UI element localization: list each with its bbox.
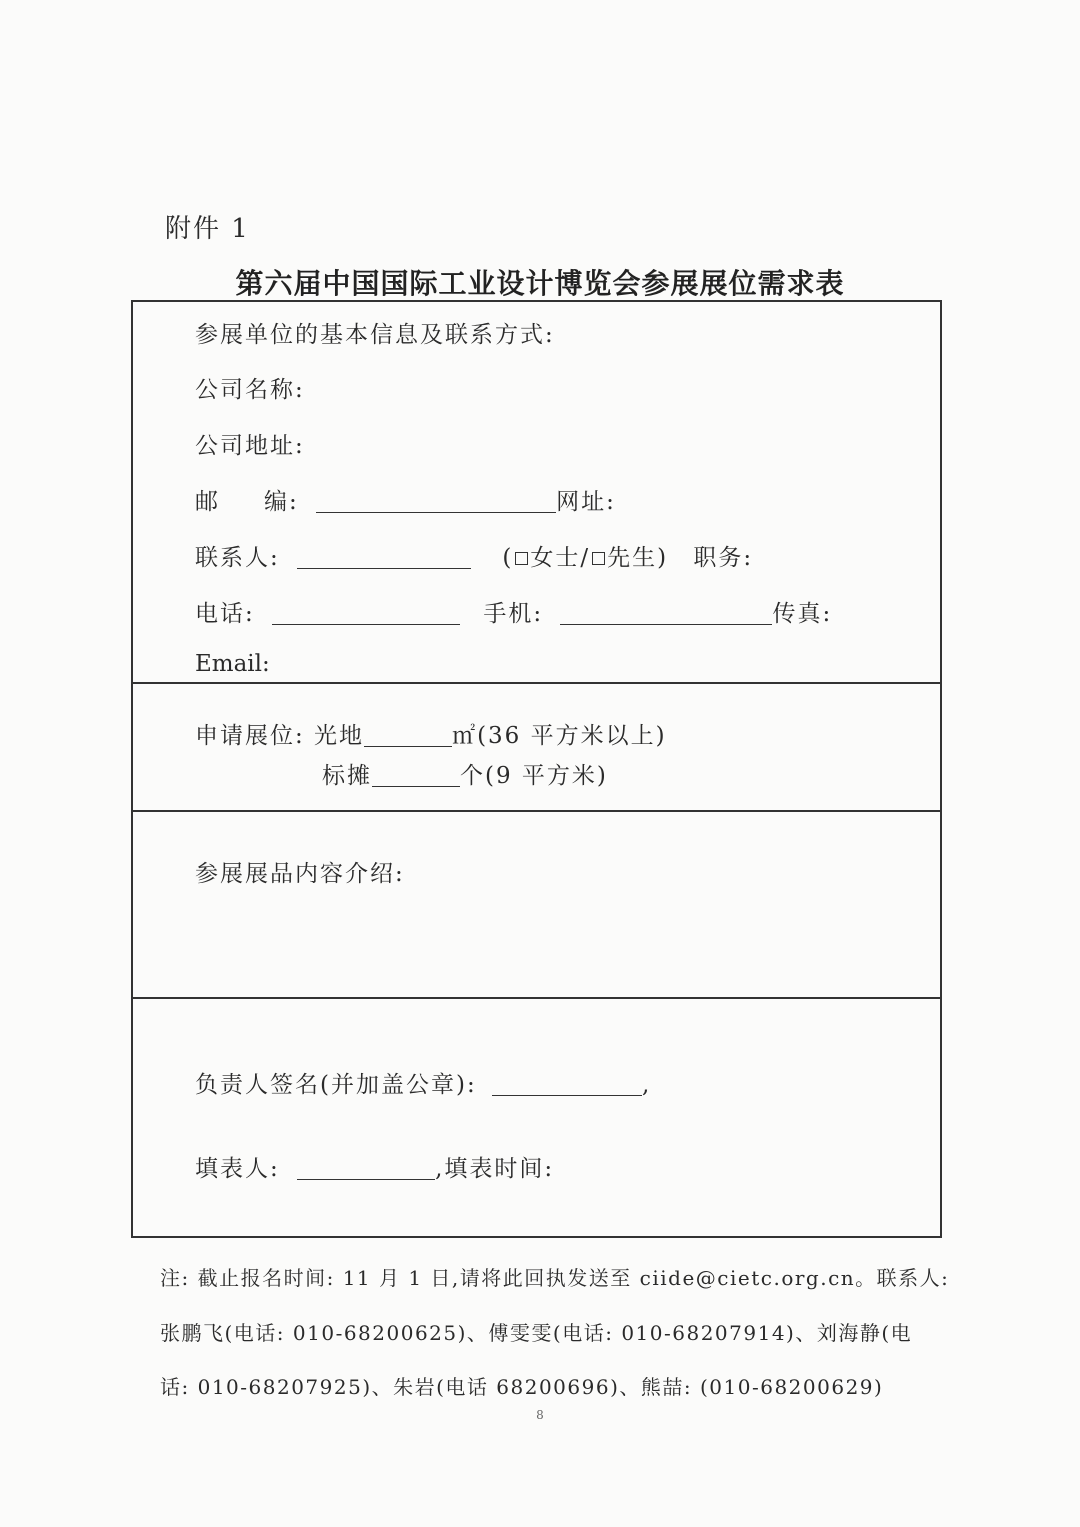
standard-booth-label: 标摊 xyxy=(322,763,372,789)
standard-booth-row xyxy=(322,757,608,790)
count-unit: 个 xyxy=(460,763,485,789)
signature-field[interactable] xyxy=(492,1071,642,1096)
mobile-field[interactable] xyxy=(560,600,772,625)
postcode-label-a: 邮 xyxy=(195,489,220,515)
fax-label: 传真: xyxy=(772,601,833,627)
company-name-label: 公司名称: xyxy=(195,377,305,403)
phone-field[interactable] xyxy=(272,600,460,625)
contact-row xyxy=(195,539,753,572)
exhibits-label: 参展展品内容介绍: xyxy=(195,861,405,887)
female-checkbox[interactable] xyxy=(515,552,528,565)
website-label: 网址: xyxy=(556,489,616,515)
gender-open: ( xyxy=(502,545,514,571)
filler-row xyxy=(195,1150,554,1183)
gender-close: ) xyxy=(657,545,669,571)
standard-booth-note: (9 平方米) xyxy=(485,763,608,789)
raw-space-field[interactable] xyxy=(364,722,452,747)
raw-space-row xyxy=(195,717,667,750)
note-line-3: 话: 010-68207925)、朱岩(电话 68200696)、熊喆: (010-68200629) xyxy=(160,1375,884,1399)
gender-female: 女士/ xyxy=(530,545,591,571)
booth-label: 申请展位: 光地 xyxy=(195,723,365,749)
signature-section xyxy=(131,999,942,1238)
contact-label: 联系人: xyxy=(195,545,280,571)
position-label: 职务: xyxy=(693,545,754,571)
company-address-label: 公司地址: xyxy=(195,433,305,459)
standard-booth-field[interactable] xyxy=(372,762,460,787)
postcode-row xyxy=(195,483,616,516)
filler-field[interactable] xyxy=(297,1155,435,1180)
contact-field[interactable] xyxy=(297,544,471,569)
phone-row xyxy=(195,595,832,628)
postcode-field[interactable] xyxy=(316,488,556,513)
email-label: Email: xyxy=(195,651,270,677)
attachment-label: 附件 1 xyxy=(165,214,250,244)
note-line-1: 注: 截止报名时间: 11 月 1 日,请将此回执发送至 ciide@cietc.org.cn。联系人: xyxy=(160,1266,950,1290)
raw-space-note: (36 平方米以上) xyxy=(477,723,667,749)
phone-label: 电话: xyxy=(195,601,255,627)
note-line-2: 张鹏飞(电话: 010-68200625)、傅雯雯(电话: 010-68207914)、刘海静(电 xyxy=(160,1321,913,1345)
exhibits-section xyxy=(131,812,942,999)
page-number: 8 xyxy=(536,1408,544,1422)
basic-info-heading: 参展单位的基本信息及联系方式: xyxy=(195,322,555,348)
area-unit: ㎡ xyxy=(452,723,478,749)
fill-time-label: ,填表时间: xyxy=(435,1156,555,1182)
signature-label: 负责人签名(并加盖公章): xyxy=(195,1072,477,1098)
form-title: 第六届中国国际工业设计博览会参展展位需求表 xyxy=(235,267,845,300)
gender-male: 先生 xyxy=(607,545,658,571)
signature-row xyxy=(195,1066,651,1099)
postcode-label-b: 编: xyxy=(264,489,299,515)
filler-label: 填表人: xyxy=(195,1156,280,1182)
male-checkbox[interactable] xyxy=(592,552,605,565)
signature-comma: , xyxy=(642,1072,652,1098)
mobile-label: 手机: xyxy=(483,601,544,627)
